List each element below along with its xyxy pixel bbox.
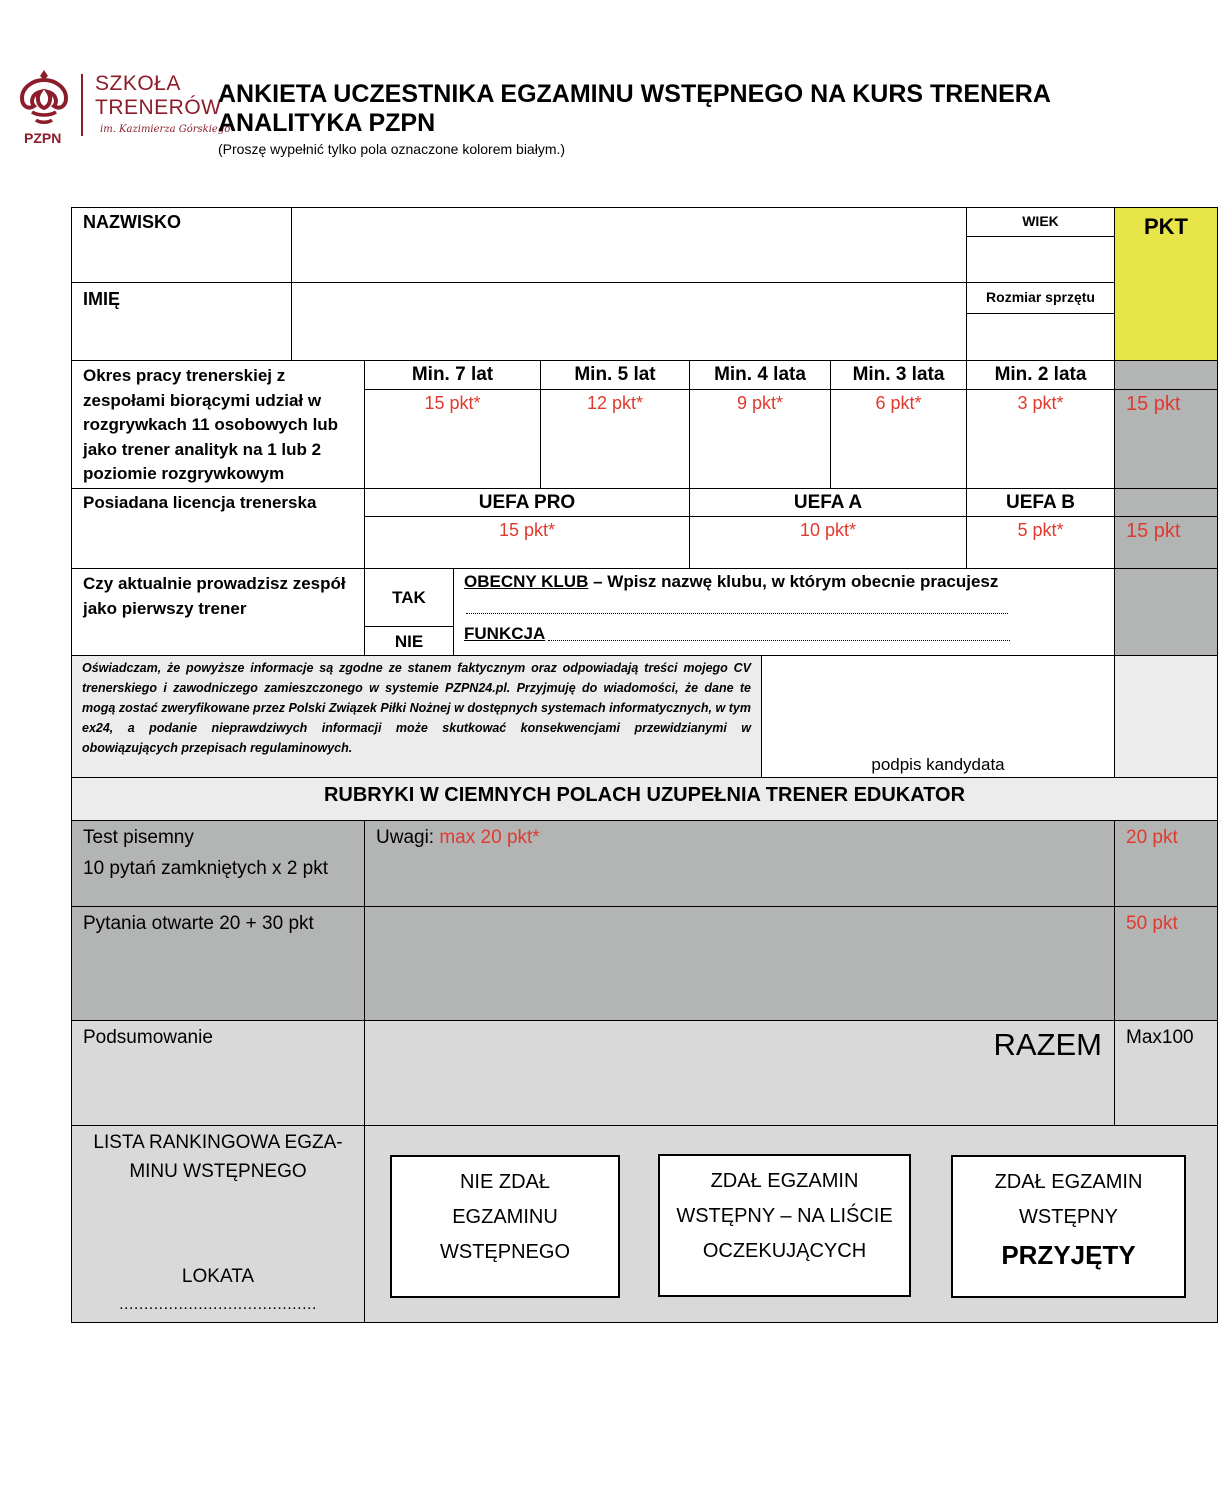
experience-max: 15 pkt <box>1126 393 1181 415</box>
function-label: FUNKCJA <box>464 624 546 643</box>
license-points-pro: 15 pkt* <box>498 520 556 540</box>
result-accepted-option[interactable] <box>951 1155 1186 1298</box>
function-field[interactable] <box>548 630 1010 641</box>
declaration-text: Oświadczam, że powyższe informacje są zgodne ze stanem faktycznym oraz odpowiadają treści mojego CV trenerskiego i zawodniczego zamieszczonego w systemie PZPN24.pl. Przyjmuję do wiadomości, że dane te mogą zostać zweryfikowane przez Polski Związek Piłki Nożnej w dostępnych systemach informatycznych, w tym ex24, a podanie nieprawdziwych informacji może skutkować konsekwencjami przewidzianymi w obowiązujących przepisach regulaminowych. <box>82 661 751 755</box>
page-title-line2: ANALITYKA PZPN <box>218 109 436 137</box>
license-header-b: UEFA B <box>966 488 1115 517</box>
experience-option-7[interactable] <box>364 389 541 489</box>
result-not-passed-option[interactable] <box>390 1155 620 1298</box>
surname-label: NAZWISKO <box>83 212 181 232</box>
license-option-pro[interactable] <box>364 516 690 569</box>
ranking-label-line2: MINU WSTĘPNEGO <box>129 1161 307 1182</box>
license-option-b[interactable] <box>966 516 1115 569</box>
experience-option-2[interactable] <box>966 389 1115 489</box>
license-label-cell <box>71 488 365 569</box>
pkt-label: PKT <box>1144 214 1188 239</box>
age-label: WIEK <box>966 207 1115 237</box>
experience-pkt-top <box>1114 360 1218 390</box>
experience-max-cell <box>1114 389 1218 489</box>
summary-max: Max100 <box>1126 1027 1194 1048</box>
coach-no-label: NIE <box>394 632 424 651</box>
equipment-size-label: Rozmiar sprzętu <box>966 282 1115 314</box>
experience-header-7: Min. 7 lat <box>364 360 541 390</box>
written-test-label-line2: 10 pytań zamkniętych x 2 pkt <box>83 858 329 879</box>
license-points-a: 10 pkt* <box>799 520 857 540</box>
ranking-label-line1: LISTA RANKINGOWA EGZA- <box>93 1132 343 1153</box>
experience-header-2: Min. 2 lata <box>966 360 1115 390</box>
experience-option-4[interactable] <box>689 389 831 489</box>
coach-label-cell <box>71 568 365 656</box>
logo-pzpn-text: PZPN <box>24 130 62 146</box>
surname-label-cell <box>71 207 292 283</box>
experience-points-7: 15 pkt* <box>424 393 481 413</box>
ranking-label-cell <box>71 1125 365 1323</box>
club-label: OBECNY KLUB <box>464 572 589 591</box>
club-instruction: – Wpisz nazwę klubu, w którym obecnie pracujesz <box>588 572 999 591</box>
result-waiting-line2: WSTĘPNY – NA LIŚCIE <box>676 1205 893 1227</box>
logo-text-line2: TRENERÓW <box>95 96 222 119</box>
experience-points-3: 6 pkt* <box>875 393 922 413</box>
coach-details-cell <box>453 568 1115 656</box>
experience-header-5: Min. 5 lat <box>540 360 690 390</box>
result-accepted-line1: ZDAŁ EGZAMIN <box>994 1171 1143 1193</box>
license-header-pro: UEFA PRO <box>364 488 690 517</box>
open-questions-max: 50 pkt <box>1126 913 1178 934</box>
written-test-notes-label: Uwagi: <box>376 827 440 848</box>
logo-text-line3: im. Kazimierza Górskiego <box>100 124 231 135</box>
club-label-line <box>464 572 998 592</box>
declaration-pkt-cell <box>1114 655 1218 778</box>
experience-points-2: 3 pkt* <box>1017 393 1064 413</box>
experience-header-4: Min. 4 lata <box>689 360 831 390</box>
equipment-size-field[interactable] <box>966 313 1115 361</box>
experience-label: Okres pracy trenerskiej z zespołami biorącymi udział w rozgrywkach 11 osobowych lub jako trener analityk na 1 lub 2 poziomie rozgrywkowym <box>83 366 339 483</box>
coach-yes-option[interactable] <box>364 568 454 627</box>
experience-option-3[interactable] <box>830 389 967 489</box>
experience-label-cell <box>71 360 365 489</box>
experience-points-5: 12 pkt* <box>586 393 644 413</box>
license-points-b: 5 pkt* <box>1017 520 1064 540</box>
summary-total-field[interactable] <box>364 1020 1115 1126</box>
written-test-notes-value: max 20 pkt* <box>439 827 540 848</box>
position-field[interactable]: ........................................ <box>119 1296 317 1313</box>
result-not-passed-line3: WSTĘPNEGO <box>439 1241 570 1263</box>
logo-divider <box>81 74 83 136</box>
open-questions-label-cell <box>71 906 365 1021</box>
surname-field[interactable] <box>291 207 967 283</box>
summary-label: Podsumowanie <box>83 1027 213 1048</box>
coach-pkt-cell <box>1114 568 1218 656</box>
age-field[interactable] <box>966 236 1115 283</box>
coach-no-option[interactable] <box>364 626 454 656</box>
logo-text-line1: SZKOŁA <box>95 72 181 95</box>
experience-points-4: 9 pkt* <box>736 393 784 413</box>
position-label: LOKATA <box>181 1266 255 1287</box>
signature-field[interactable] <box>761 655 1115 778</box>
page-title-line1: ANKIETA UCZESTNIKA EGZAMINU WSTĘPNEGO NA KURS TRENERA <box>218 80 1051 108</box>
signature-label: podpis kandydata <box>871 755 1005 774</box>
open-questions-max-cell <box>1114 906 1218 1021</box>
coach-yes-label: TAK <box>392 588 426 607</box>
experience-option-5[interactable] <box>540 389 690 489</box>
result-waiting-line1: ZDAŁ EGZAMIN <box>710 1170 859 1192</box>
result-waiting-list-option[interactable] <box>658 1154 911 1297</box>
written-test-max: 20 pkt <box>1126 827 1178 848</box>
name-label: IMIĘ <box>83 289 121 309</box>
result-not-passed-line1: NIE ZDAŁ <box>459 1171 551 1193</box>
summary-total-label: RAZEM <box>993 1027 1102 1062</box>
club-name-field[interactable] <box>466 603 1008 614</box>
written-test-label-cell <box>71 820 365 907</box>
educator-section-header: RUBRYKI W CIEMNYCH POLACH UZUPEŁNIA TRENER EDUKATOR <box>71 777 1218 821</box>
license-max-cell <box>1114 516 1218 569</box>
result-accepted-line2: WSTĘPNY <box>1019 1206 1118 1228</box>
written-test-label-line1: Test pisemny <box>83 827 194 848</box>
experience-header-3: Min. 3 lata <box>830 360 967 390</box>
license-label: Posiadana licencja trenerska <box>83 493 317 512</box>
written-test-max-cell <box>1114 820 1218 907</box>
result-accepted-line3: PRZYJĘTY <box>1001 1240 1136 1270</box>
license-max: 15 pkt <box>1126 520 1181 542</box>
summary-max-cell <box>1114 1020 1218 1126</box>
written-test-notes-field[interactable] <box>364 820 1115 907</box>
license-pkt-top <box>1114 488 1218 517</box>
summary-label-cell <box>71 1020 365 1126</box>
page-subtitle: (Proszę wypełnić tylko pola oznaczone kolorem białym.) <box>218 141 566 157</box>
pkt-header <box>1114 207 1218 361</box>
name-label-cell <box>71 282 292 361</box>
declaration-cell <box>71 655 762 778</box>
license-option-a[interactable] <box>689 516 967 569</box>
open-questions-score-field[interactable] <box>364 906 1115 1021</box>
result-not-passed-line2: EGZAMINU <box>452 1206 558 1228</box>
license-header-a: UEFA A <box>689 488 967 517</box>
open-questions-label: Pytania otwarte 20 + 30 pkt <box>83 913 314 934</box>
name-field[interactable] <box>291 282 967 361</box>
result-waiting-line3: OCZEKUJĄCYCH <box>702 1240 867 1262</box>
coach-label: Czy aktualnie prowadzisz zespół jako pierwszy trener <box>83 574 346 618</box>
